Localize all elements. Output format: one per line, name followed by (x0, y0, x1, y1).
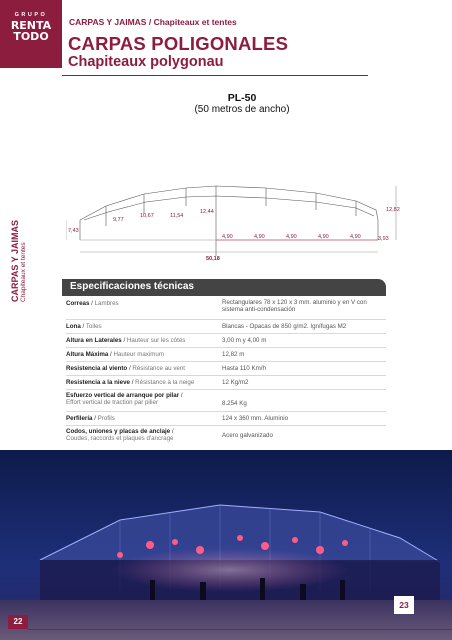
title-divider (62, 75, 368, 76)
spec-value: Rectangulares 78 x 120 x 3 mm. aluminio y en V con sistema anti-condensación (222, 299, 367, 313)
breadcrumb (69, 17, 237, 27)
spec-label: Altura Máxima / Hauteur maximum (66, 351, 165, 358)
breadcrumb-separator: / (148, 17, 152, 27)
page-title: CARPAS POLIGONALES (68, 33, 289, 54)
height-label: 7,43 (68, 228, 79, 234)
spec-value: 12 Kg/m2 (222, 379, 249, 386)
spec-value: Acero galvanizado (222, 432, 273, 439)
tent-profile-diagram (66, 176, 412, 274)
side-label-es: CARPAS Y JAIMAS (10, 219, 20, 302)
specs-header-bar (62, 279, 386, 296)
spec-row (66, 390, 386, 412)
model-width: (50 metros de ancho) (194, 104, 290, 115)
spec-value: 12,82 m (222, 351, 245, 358)
side-section-label (10, 220, 27, 302)
spec-row (66, 320, 386, 334)
spec-label: Correas / Lambres (66, 300, 119, 307)
breadcrumb-fr: Chapiteaux et tentes (153, 17, 237, 27)
tent-profile-svg (66, 176, 412, 274)
height-label: 9,77 (113, 217, 124, 223)
spec-label: Resistencia al viento / Résistance au vent (66, 365, 186, 372)
spec-value: 124 x 360 mm. Aluminio (222, 415, 289, 422)
page-subtitle: Chapiteaux polygonau (68, 54, 224, 70)
bay-label: 4,90 (254, 234, 265, 240)
bay-label: 4,90 (350, 234, 361, 240)
spec-row (66, 298, 386, 320)
specs-table (66, 298, 386, 448)
height-label: 12,44 (200, 209, 214, 215)
page-number-left: 22 (8, 615, 28, 629)
footer-rule (28, 629, 452, 630)
height-label: 3,93 (378, 236, 389, 242)
spec-row (66, 362, 386, 376)
spec-value: Hasta 110 Km/h (222, 365, 266, 372)
page-number-right: 23 (394, 596, 414, 614)
company-logo (0, 0, 62, 68)
total-width-label: 50,18 (206, 256, 220, 262)
roof-truss (84, 196, 374, 220)
spec-label: Resistencia a la nieve / Résistance à la neige (66, 379, 195, 386)
spec-row (66, 348, 386, 362)
height-label: 12,82 (386, 207, 400, 213)
breadcrumb-es: CARPAS Y JAIMAS (69, 17, 147, 27)
spec-label: Lona / Toiles (66, 323, 102, 330)
tent-night-photo-svg (0, 450, 452, 640)
spec-label: Altura en Laterales / Hauteur sur les côtés (66, 337, 186, 344)
bay-label: 4,90 (286, 234, 297, 240)
specs-header-title: Especificaciones técnicas (70, 281, 194, 292)
logo-todo-text: TODO (13, 30, 49, 43)
spec-label: Perfilería / Profils (66, 415, 115, 422)
spec-label: Esfuerzo vertical de arranque por pilar / Effort vertical de traction par pilier (66, 392, 183, 406)
spec-row (66, 334, 386, 348)
spec-label: Codos, uniones y placas de anclaje / Coudes, raccords et plaques d'ancrage (66, 428, 174, 442)
side-label-fr: Chapiteaux et tentes (20, 242, 27, 302)
tent-night-photo (0, 450, 452, 640)
spec-value: Blancas - Opacas de 850 g/m2. Ignífugas M2 (222, 323, 347, 330)
logo-renta-text: RENTA (10, 19, 52, 32)
spec-row (66, 426, 386, 448)
bay-label: 4,90 (318, 234, 329, 240)
height-label: 11,54 (170, 213, 184, 219)
model-heading (0, 92, 452, 115)
logo-grupo-text: GRUPO (14, 12, 48, 18)
roof-outline (80, 186, 378, 220)
spec-row (66, 412, 386, 426)
model-name: PL-50 (227, 92, 257, 104)
bay-label: 4,90 (222, 234, 233, 240)
spec-row (66, 376, 386, 390)
spec-value: 3,00 m y 4,00 m (222, 337, 267, 344)
spec-value: 8.254 Kg (222, 400, 247, 407)
height-label: 10,67 (140, 213, 154, 219)
